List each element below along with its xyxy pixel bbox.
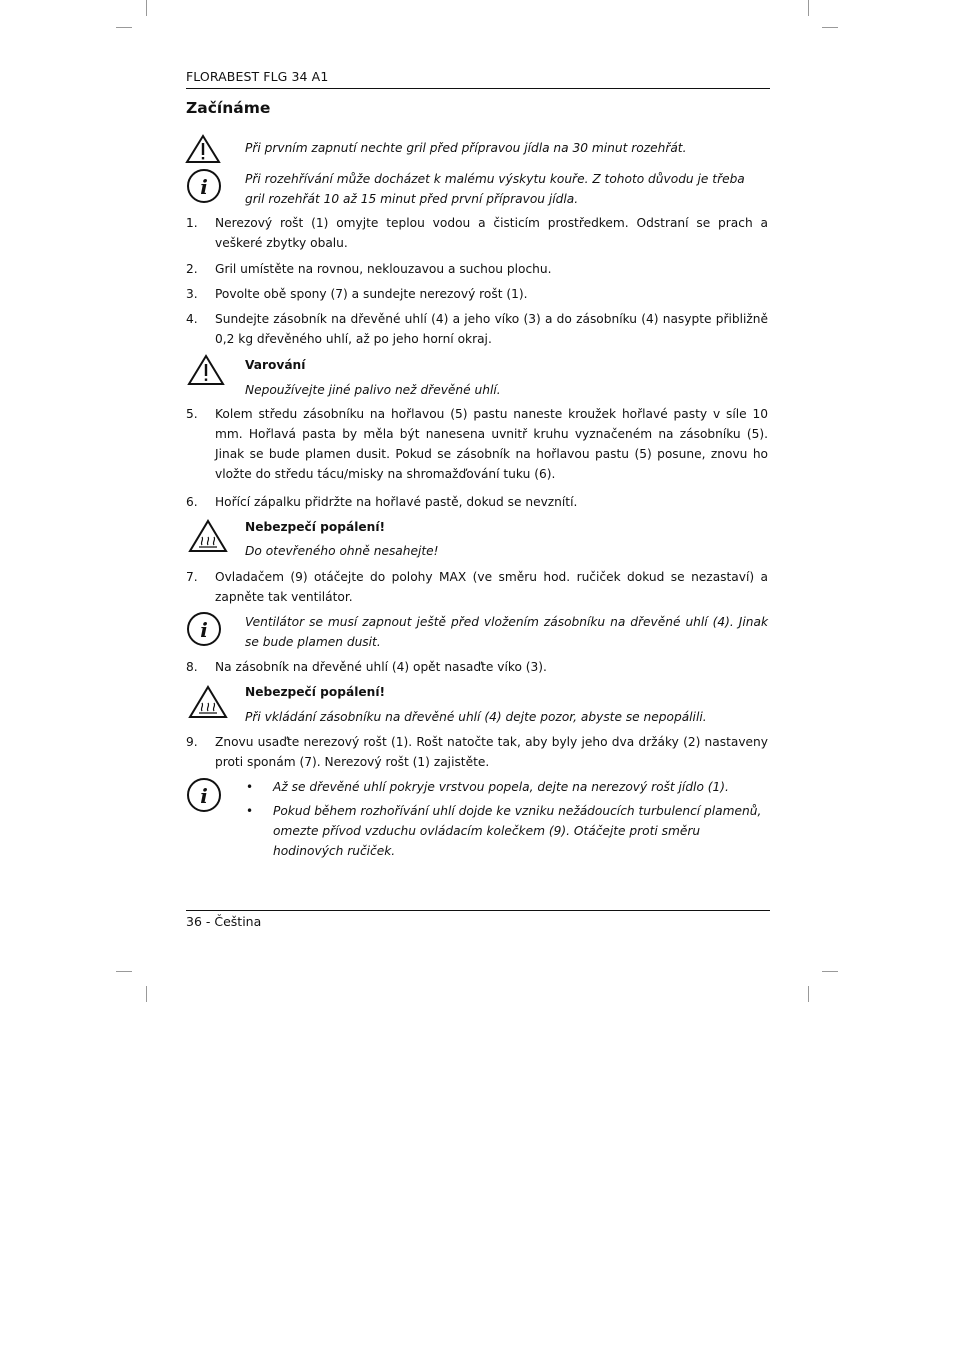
warning-text: Nepoužívejte jiné palivo než dřevěné uhlí. xyxy=(245,383,501,397)
step-number: 4. xyxy=(186,312,198,326)
svg-text:i: i xyxy=(200,618,208,642)
bullet-icon: • xyxy=(246,804,254,818)
burn-warning-text: Do otevřeného ohně nesahejte! xyxy=(245,544,439,558)
info-circle-icon xyxy=(186,168,222,204)
footer-rule xyxy=(186,910,770,911)
step-number: 8. xyxy=(186,660,198,674)
crop-mark xyxy=(116,971,132,972)
step-number: 5. xyxy=(186,407,198,421)
burn-warning-text: Při vkládání zásobníku na dřevěné uhlí (4) dejte pozor, abyste se nepopálili. xyxy=(245,710,707,724)
header-rule xyxy=(186,88,770,89)
step-number: 6. xyxy=(186,495,198,509)
warning-title: Varování xyxy=(245,358,306,372)
warning-triangle-icon xyxy=(185,134,221,164)
intro-info-text: Při rozehřívání může docházet k malému výskytu kouře. Z tohoto důvodu je třeba gril rozehřát 10 až 15 minut před první přípravou jídla. xyxy=(245,172,745,206)
bullet-text: Až se dřevěné uhlí pokryje vrstvou popela, dejte na nerezový rošt jídlo (1). xyxy=(273,780,729,794)
crop-mark xyxy=(146,986,147,1002)
step-text: Nerezový rošt (1) omyjte teplou vodou a čisticím prostředkem. Odstraní se prach a veškeré zbytky obalu. xyxy=(215,216,768,250)
hot-surface-icon xyxy=(188,685,228,719)
warning-triangle-icon xyxy=(187,354,225,386)
step-text: Ovladačem (9) otáčejte do polohy MAX (ve směru hod. ručiček dokud se nezastaví) a zapněte tak ventilátor. xyxy=(215,570,768,604)
burn-warning-title: Nebezpečí popálení! xyxy=(245,520,386,534)
step-text: Hořící zápalku přidržte na hořlavé pastě, dokud se nevznítí. xyxy=(215,495,578,509)
step-text: Sundejte zásobník na dřevěné uhlí (4) a jeho víko (3) a do zásobníku (4) nasypte přibližně 0,2 kg dřevěného uhlí, až po jeho horní okraj. xyxy=(215,312,768,346)
info-text: Ventilátor se musí zapnout ještě před vložením zásobníku na dřevěné uhlí (4). Jinak se bude plamen dusit. xyxy=(245,615,768,649)
step-number: 9. xyxy=(186,735,198,749)
info-circle-icon xyxy=(186,611,222,647)
step-number: 7. xyxy=(186,570,198,584)
crop-mark xyxy=(808,0,809,16)
step-number: 3. xyxy=(186,287,198,301)
crop-mark xyxy=(822,27,838,28)
step-number: 2. xyxy=(186,262,198,276)
page-footer: 36 - Čeština xyxy=(186,914,262,929)
crop-mark xyxy=(146,0,147,16)
bullet-icon: • xyxy=(246,780,254,794)
step-text: Znovu usaďte nerezový rošt (1). Rošt natočte tak, aby byly jeho dva držáky (2) nastaveny proti sponám (7). Nerezový rošt (1) zajistěte. xyxy=(215,735,768,769)
info-circle-icon xyxy=(186,777,222,813)
svg-text:i: i xyxy=(200,784,208,808)
burn-warning-title: Nebezpečí popálení! xyxy=(245,685,386,699)
step-number: 1. xyxy=(186,216,198,230)
bullet-text: Pokud během rozhořívání uhlí dojde ke vzniku nežádoucích turbulencí plamenů, omezte přívod vzduchu ovládacím kolečkem (9). Otáčejte proti směru hodinových ručiček. xyxy=(273,804,762,858)
svg-text:i: i xyxy=(200,175,208,199)
step-text: Gril umístěte na rovnou, neklouzavou a suchou plochu. xyxy=(215,262,552,276)
crop-mark xyxy=(116,27,132,28)
step-text: Kolem středu zásobníku na hořlavou (5) pastu naneste kroužek hořlavé pasty v síle 10 mm. Hořlavá pasta by měla být nanesena uvnitř kruhu vyznačeném na zásobníku (5). Jinak se bude plamen dusit. Pokud se zásobník na hořlavou pastu (5) posune, znovu ho vložte do středu tácu/misky na shromažďování tuku (6). xyxy=(215,407,768,481)
step-text: Povolte obě spony (7) a sundejte nerezový rošt (1). xyxy=(215,287,528,301)
crop-mark xyxy=(822,971,838,972)
section-title: Začínáme xyxy=(186,99,271,117)
step-text: Na zásobník na dřevěné uhlí (4) opět nasaďte víko (3). xyxy=(215,660,547,674)
hot-surface-icon xyxy=(188,519,228,553)
page-header: FLORABEST FLG 34 A1 xyxy=(186,69,329,84)
intro-warning-text: Při prvním zapnutí nechte gril před přípravou jídla na 30 minut rozehřát. xyxy=(245,141,687,155)
crop-mark xyxy=(808,986,809,1002)
